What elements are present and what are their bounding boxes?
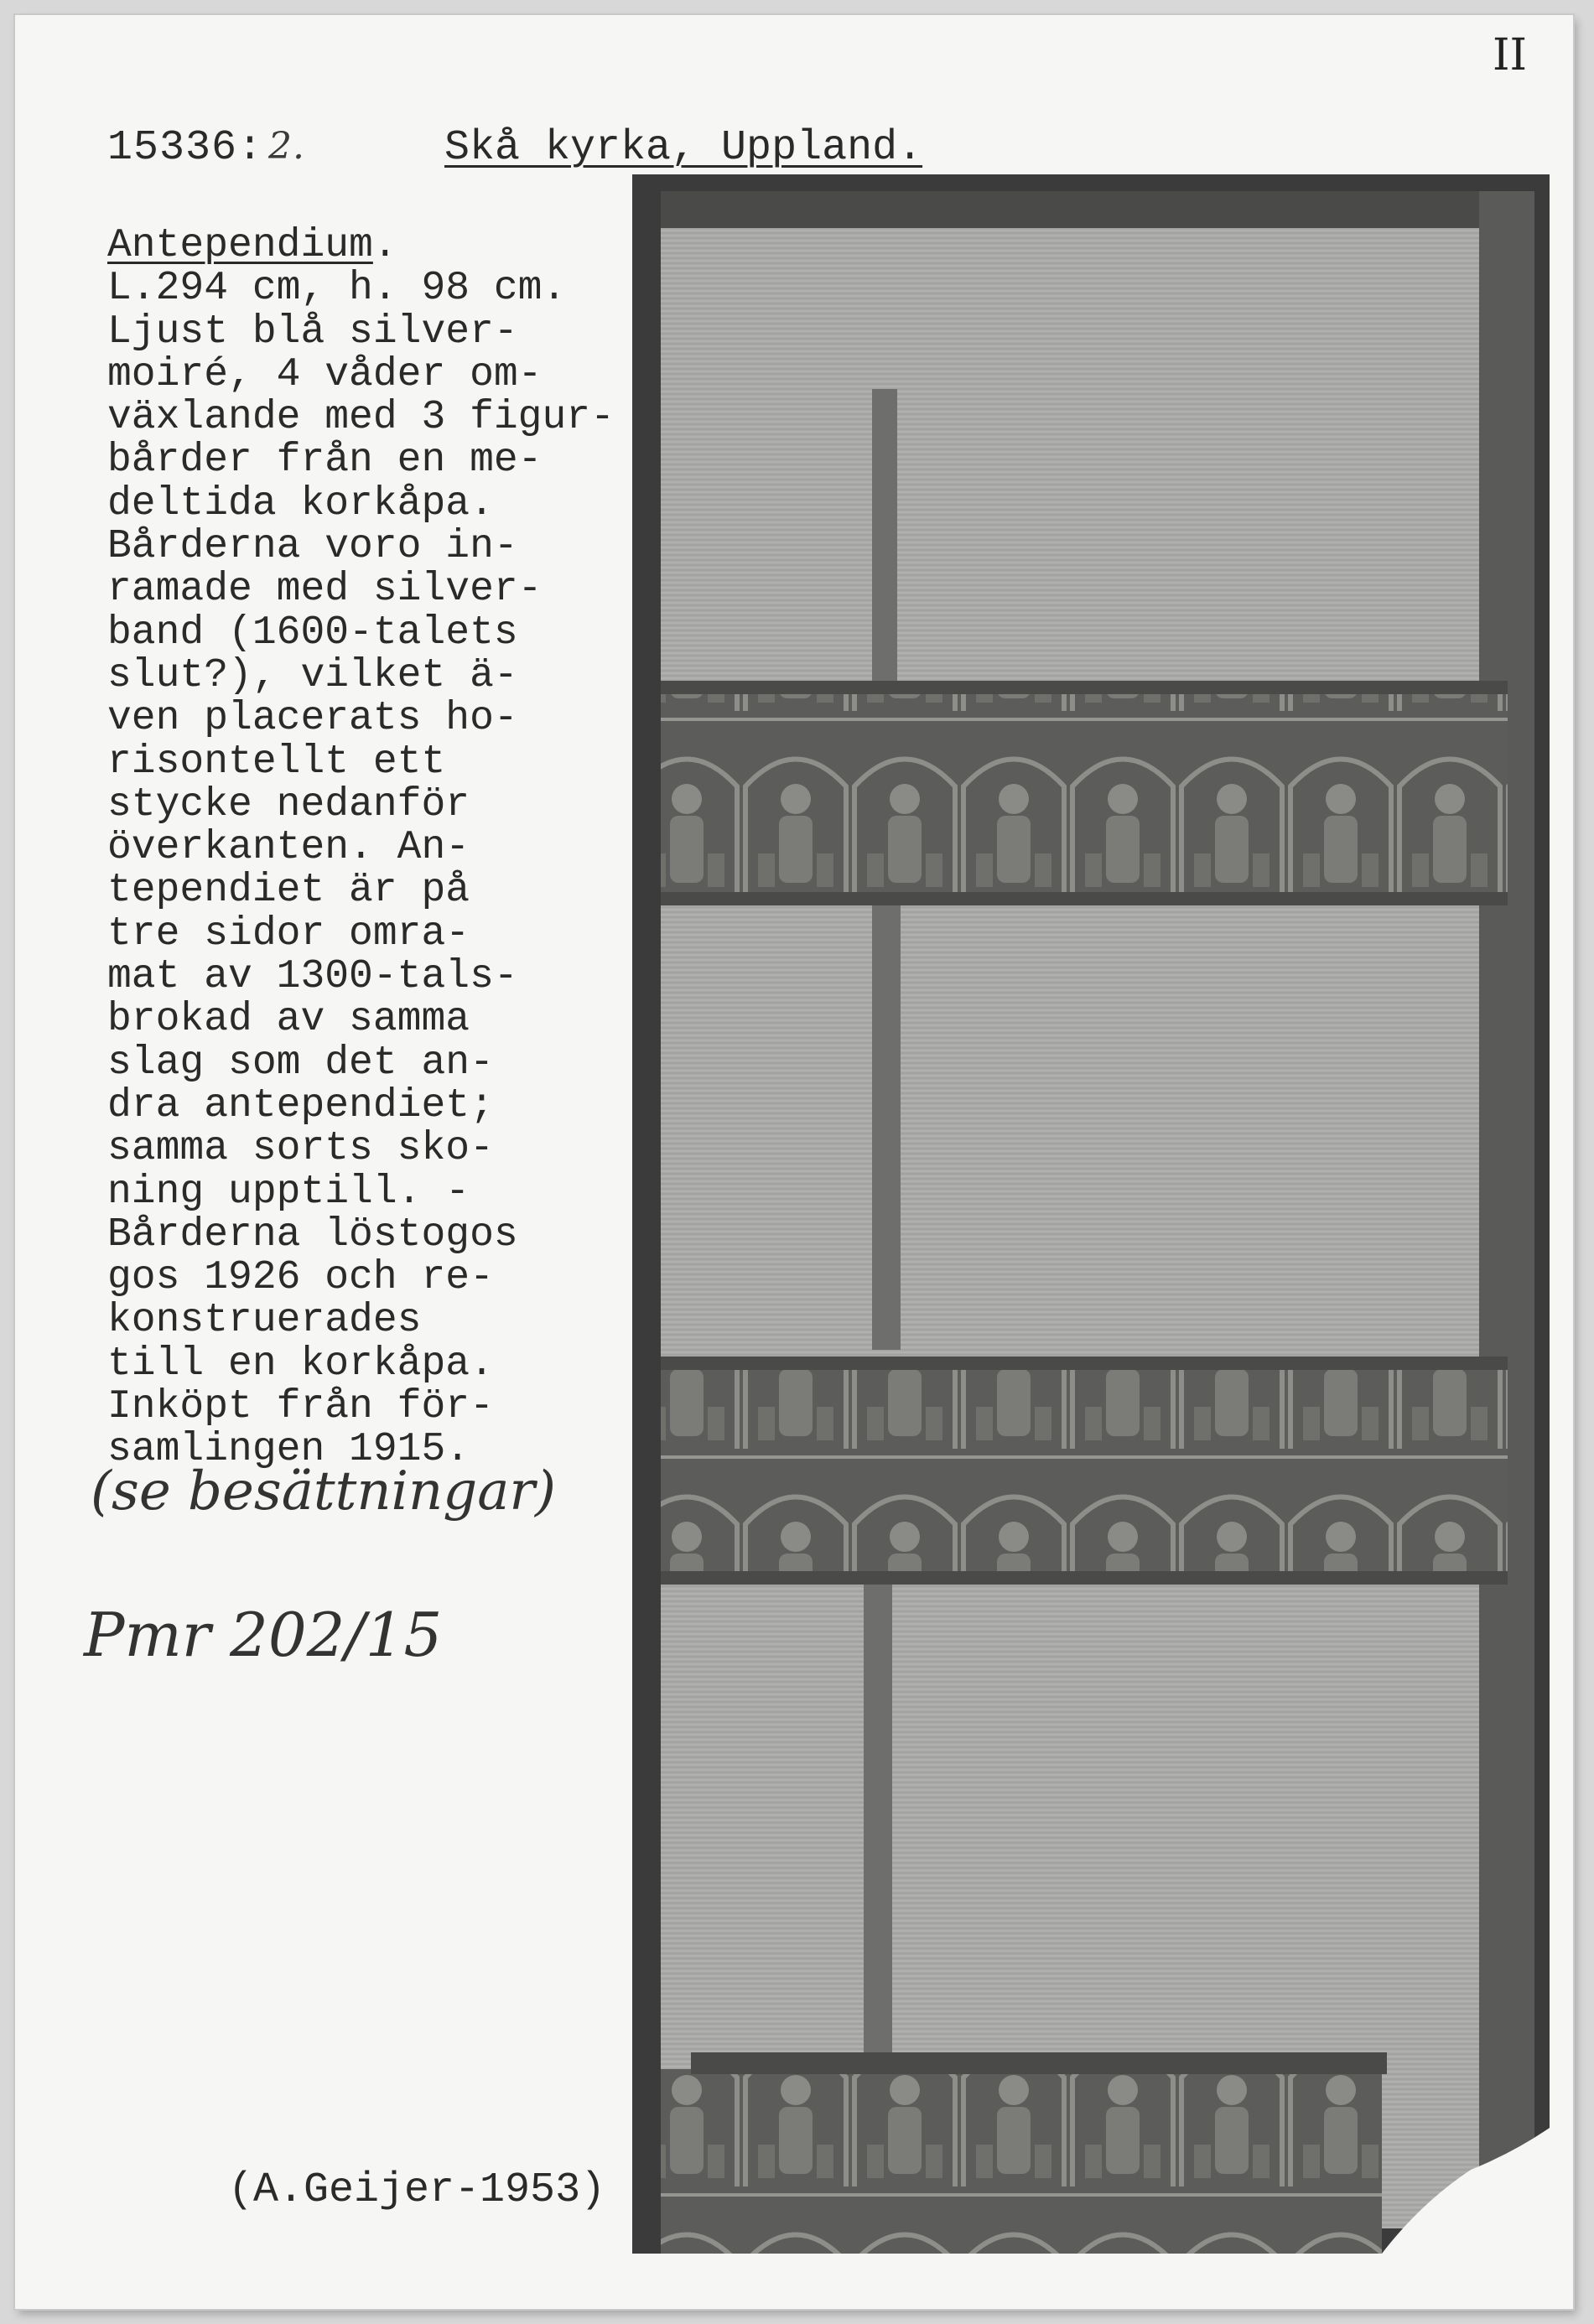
description-line: risontellt ett	[107, 739, 446, 785]
description-line: stycke nedanför	[107, 781, 470, 827]
handwritten-note-reference: (se besättningar)	[91, 1460, 556, 1523]
figure-border	[661, 687, 1508, 899]
description-block: Antependium. L.294 cm, h. 98 cm. Ljust blå silver- moiré, 4 våder om- växlande med 3 figur- bårder från en me- deltida korkåpa. Bårderna voro in- ramade med silver- band (1600-talets slut?), vilket ä- ven placerats ho- risontellt ett stycke nedanför överkanten. An- tependiet är på tre sidor omra- mat av 1300-tals- brokad av samma slag som det an- dra antependiet; samma sorts sko- ning upptill. - Bårderna löstogos gos 1926 och re- konstruerades till en korkåpa. Inköpt från för- samlingen 1915.	[107, 223, 615, 1473]
description-line: till en korkåpa.	[107, 1341, 494, 1387]
location-title: Skå kyrka, Uppland.	[444, 124, 923, 172]
description-line: ramade med silver-	[107, 567, 543, 613]
figure-border	[661, 2069, 1382, 2254]
description-line: L.294 cm, h. 98 cm.	[107, 266, 567, 312]
description-line: tependiet är på	[107, 868, 470, 914]
description-line: moiré, 4 våder om-	[107, 351, 543, 397]
accession-number	[107, 124, 305, 172]
description-line: brokad av samma	[107, 997, 470, 1043]
figure-border-bottom-edge	[661, 1571, 1508, 1585]
description-line: Bårderna voro in-	[107, 524, 518, 570]
description-line: band (1600-talets	[107, 610, 518, 656]
description-line: gos 1926 och re-	[107, 1255, 494, 1301]
author-credit: (A.Geijer-1953)	[228, 2166, 606, 2214]
description-line: ven placerats ho-	[107, 696, 518, 742]
figure-border-bottom-edge	[661, 892, 1508, 905]
figure-border	[661, 1365, 1508, 1576]
description-line: konstruerades	[107, 1298, 422, 1344]
description-line: Bårderna löstogos	[107, 1211, 518, 1258]
top-edge-band	[661, 191, 1533, 228]
description-line: växlande med 3 figur-	[107, 395, 615, 441]
vertical-band	[872, 905, 901, 1350]
figure-border-top-edge	[661, 681, 1508, 694]
handwritten-note-inventory: Pmr 202/15	[84, 1600, 443, 1670]
corner-mark: II	[1493, 30, 1528, 80]
description-line: ning upptill. -	[107, 1169, 470, 1215]
accession-number-typed: 15336:	[107, 124, 264, 172]
right-border	[1479, 191, 1534, 2237]
description-heading: Antependium	[107, 223, 373, 268]
figure-border-top-edge	[691, 2052, 1387, 2074]
description-line: överkanten. An-	[107, 825, 470, 871]
description-line: samlingen 1915.	[107, 1427, 470, 1473]
description-line: slag som det an-	[107, 1040, 494, 1086]
vertical-band	[872, 389, 897, 691]
description-line: Ljust blå silver-	[107, 309, 518, 355]
description-line: samma sorts sko-	[107, 1126, 494, 1172]
description-line: bårder från en me-	[107, 438, 543, 484]
antependium-photograph	[632, 174, 1550, 2254]
description-line: mat av 1300-tals-	[107, 954, 518, 1000]
description-line: dra antependiet;	[107, 1082, 494, 1128]
fabric-panel	[661, 225, 1521, 2228]
description-line: deltida korkåpa.	[107, 480, 494, 527]
description-line: tre sidor omra-	[107, 910, 470, 957]
description-line: Inköpt från för-	[107, 1384, 494, 1430]
description-line: slut?), vilket ä-	[107, 652, 518, 698]
figure-border-top-edge	[661, 1357, 1508, 1370]
accession-suffix-handwritten: 2.	[268, 125, 306, 168]
